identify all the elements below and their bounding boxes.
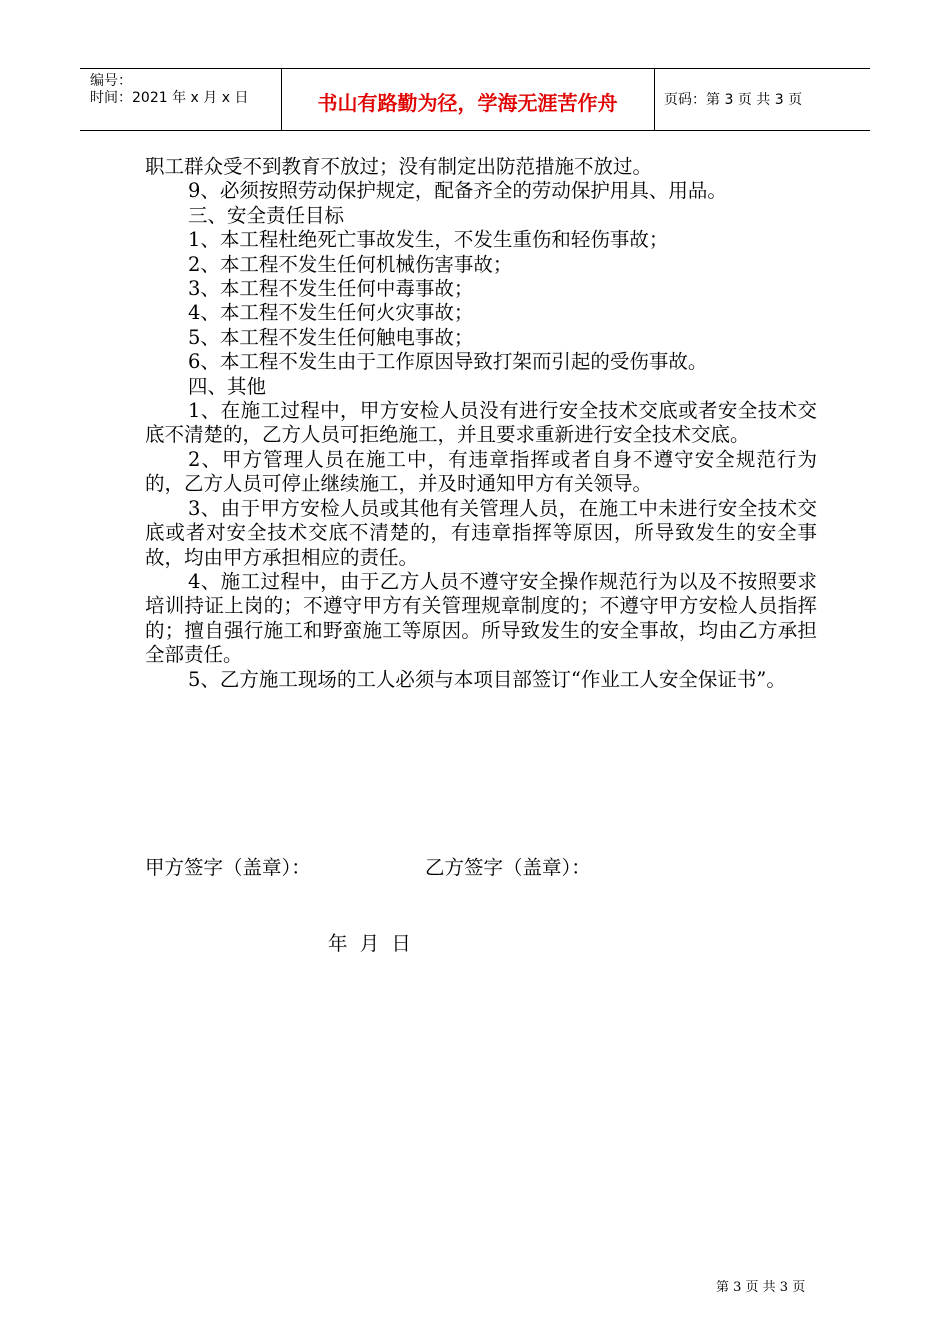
- paragraph: 1、在施工过程中，甲方安检人员没有进行安全技术交底或者安全技术交底不清楚的，乙方人员可拒绝施工，并且要求重新进行安全技术交底。: [145, 399, 817, 447]
- document-time: 时间：2021 年 x 月 x 日: [90, 90, 249, 106]
- section-heading: 三、安全责任目标: [188, 203, 345, 227]
- signature-date: 年 月 日: [328, 932, 411, 955]
- paragraph: 2、本工程不发生任何机械伤害事故；: [188, 252, 513, 276]
- paragraph: 9、必须按照劳动保护规定，配备齐全的劳动保护用具、用品。: [188, 179, 727, 203]
- paragraph: 5、乙方施工现场的工人必须与本项目部签订“作业工人安全保证书”。: [188, 667, 786, 691]
- party-a-signature: 甲方签字（盖章）：: [145, 856, 311, 879]
- paragraph: 1、本工程杜绝死亡事故发生，不发生重伤和轻伤事故；: [188, 228, 669, 252]
- paragraph: 3、由于甲方安检人员或其他有关管理人员，在施工中未进行安全技术交底或者对安全技术交底不清楚的，有违章指挥等原因，所导致发生的安全事故，均由甲方承担相应的责任。: [145, 496, 817, 569]
- paragraph: 2、甲方管理人员在施工中，有违章指挥或者自身不遵守安全规范行为的，乙方人员可停止继续施工，并及时通知甲方有关领导。: [145, 447, 817, 496]
- section-heading: 四、其他: [188, 374, 267, 398]
- paragraph: 职工群众受不到教育不放过；没有制定出防范措施不放过。: [145, 155, 653, 178]
- party-b-signature: 乙方签字（盖章）：: [425, 856, 591, 879]
- paragraph: 5、本工程不发生任何触电事故；: [188, 325, 474, 349]
- paragraph: 3、本工程不发生任何中毒事故；: [188, 277, 474, 301]
- paragraph: 4、本工程不发生任何火灾事故；: [188, 301, 474, 325]
- document-number: 编号：: [90, 73, 132, 89]
- page-header: [80, 68, 870, 131]
- footer-page-number: 第 3 页 共 3 页: [716, 1280, 806, 1295]
- paragraph: 6、本工程不发生由于工作原因导致打架而引起的受伤事故。: [188, 350, 708, 374]
- header-page-number: 页码：第 3 页 共 3 页: [664, 92, 803, 108]
- paragraph: 4、施工过程中，由于乙方人员不遵守安全操作规范行为以及不按照要求培训持证上岗的；不遵守甲方有关管理规章制度的；不遵守甲方安检人员指挥的；擅自强行施工和野蛮施工等原因。所导致发生的安全事故，均由乙方承担全部责任。: [145, 569, 817, 667]
- header-divider: [654, 69, 655, 130]
- document-body: [145, 155, 817, 692]
- header-motto: 书山有路勤为径，学海无涯苦作舟: [317, 91, 618, 115]
- header-meta: [90, 73, 248, 107]
